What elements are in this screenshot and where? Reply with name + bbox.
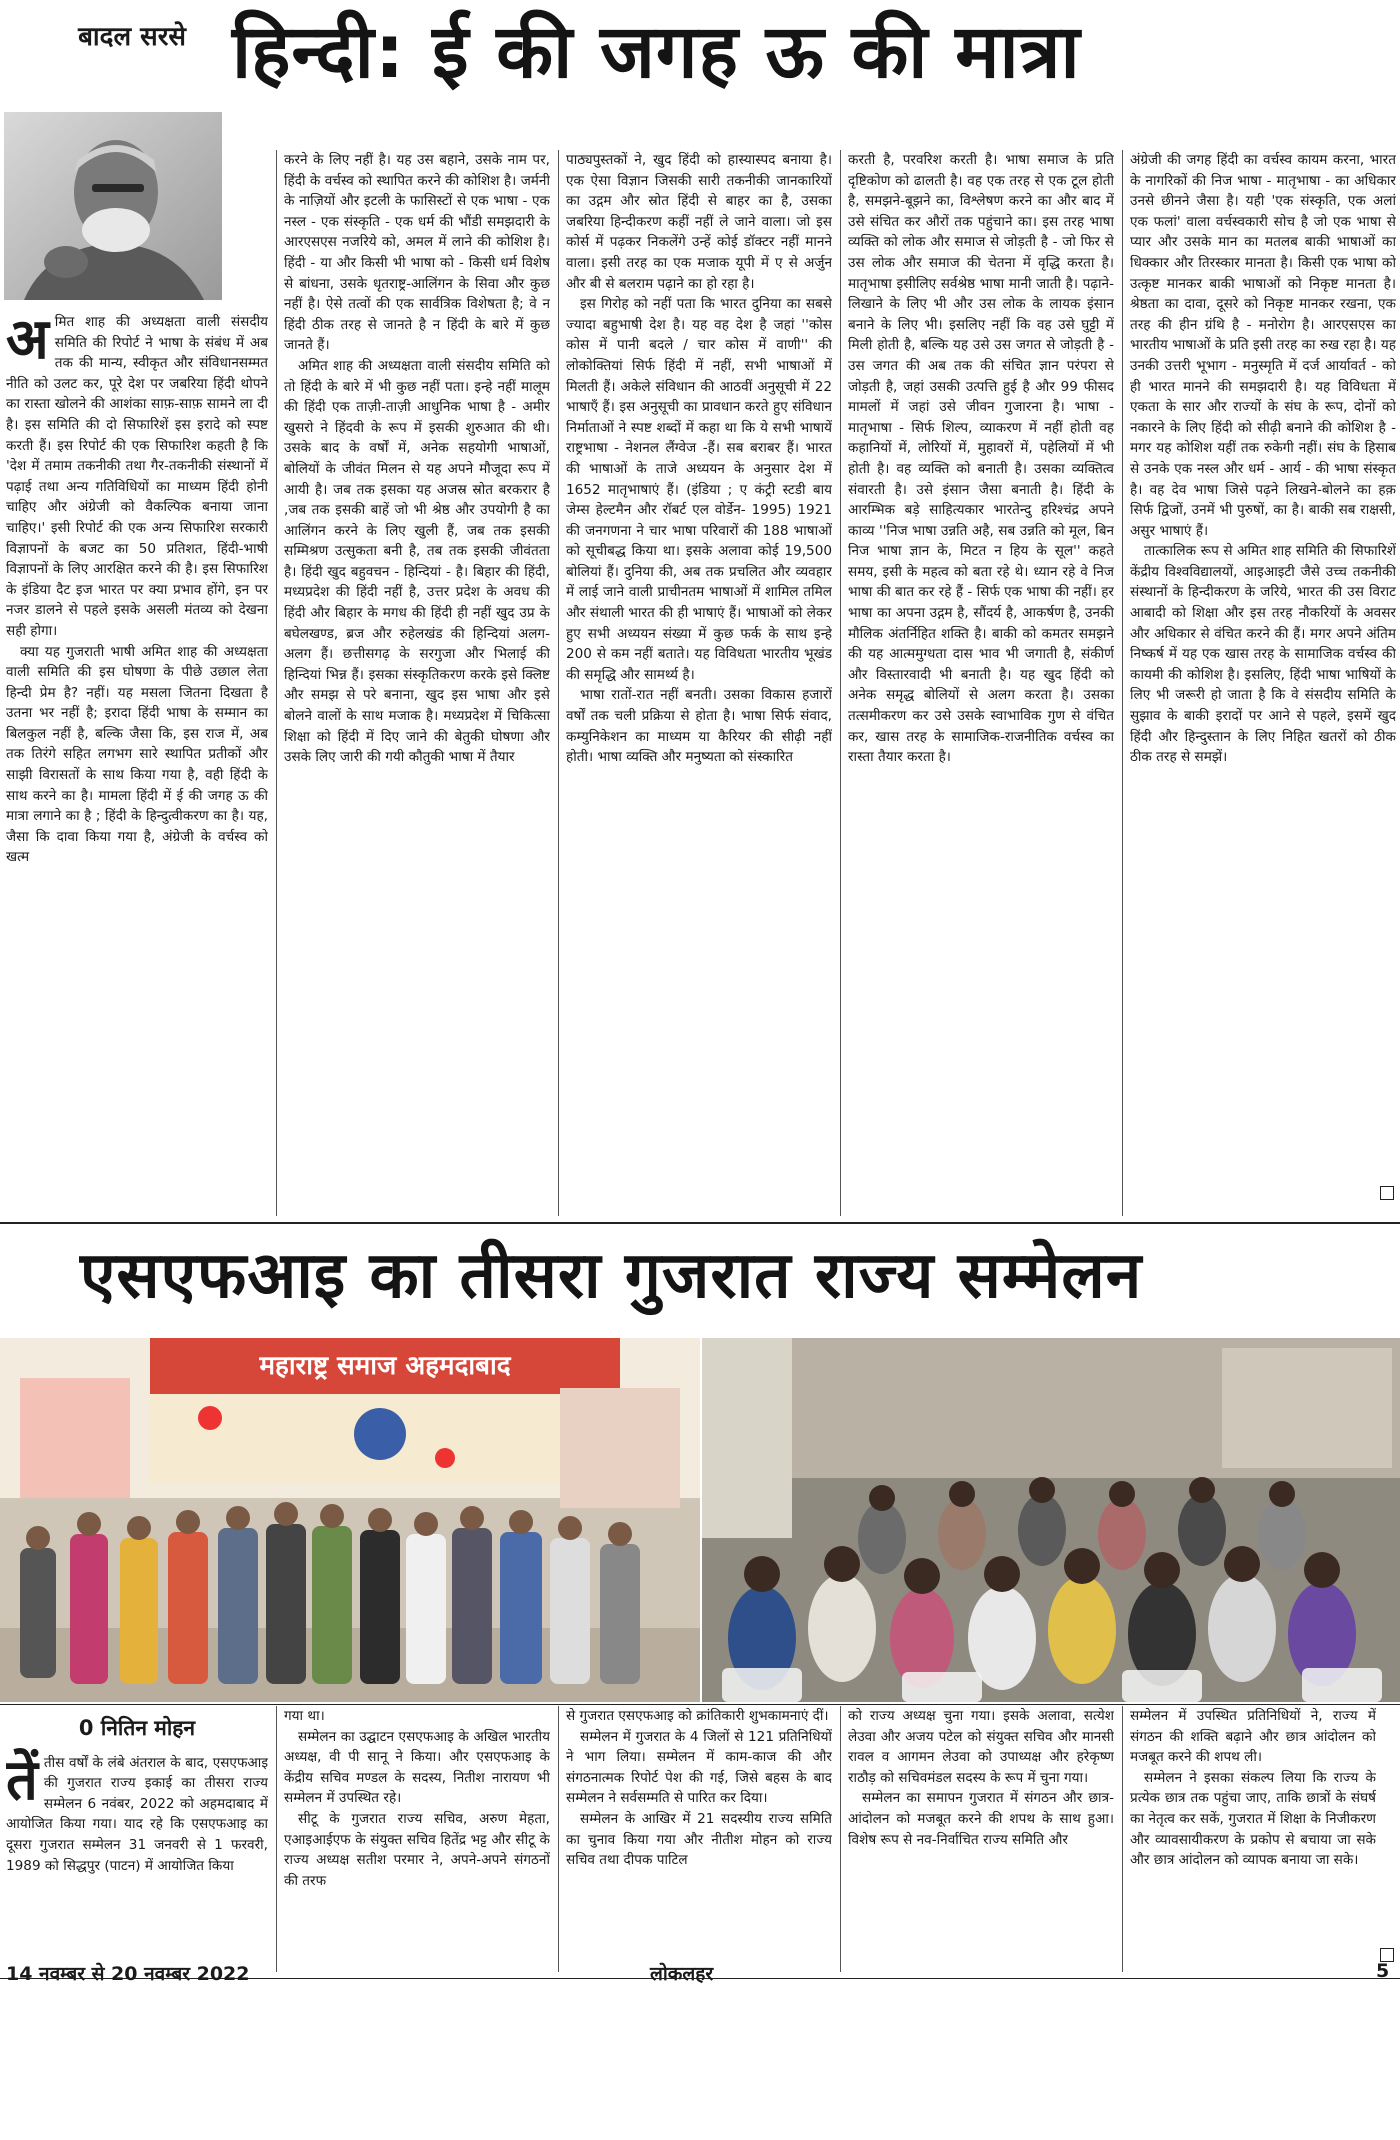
article1-headline: हिन्दी: ई की जगह ऊ की मात्रा (232, 9, 1081, 95)
paragraph: करने के लिए नहीं है। यह उस बहाने, उसके नाम पर, हिंदी के वर्चस्व को स्थापित करने की कोशिश है। जर्मनी के नाज़ियों और इटली के फासिस्टों से एक भाषा - एक नस्ल - एक संस्कृति - एक धर्म की भौंडी समझदारी के आरएसएस नजरिये को, अमल में लाने की कोशिश है। हिंदी - या और किसी भी भाषा को - किसी धर्म विशेष से बांधना, उसके धृतराष्ट्र-आलिंगन के सिवा और कुछ नहीं है। ऐसे तत्वों की एक सार्वत्रिक विशेषता है; वे न हिंदी ठीक तरह से जानते है न हिंदी के बारे में कुछ जानते हैं। (284, 152, 550, 354)
paragraph: अमित शाह की अध्यक्षता वाली संसदीय समिति को तो हिंदी के बारे में भी कुछ नहीं पता। इन्हे नहीं मालूम की हिंदी एक ताज़ी-ताज़ी आधुनिक भाषा है - अमीर खुसरो ने हिंदवी के रूप में इसकी शुरुआत की थी। उसके बाद के वर्षों में, अनेक सहयोगी भाषाओं, बोलियों के जीवंत मिलन से यह अपने मौजूदा रूप में आयी है। जब तक इसका यह अजस्र स्रोत बरकरार है ,जब तक इसकी बाहें जो भी श्रेष्ठ और उपयोगी है का आलिंगन करने के लिए खुली हैं, जब तक इसकी सम्मिश्रण उत्सुकता बनी है, तब तक इसकी जीवंतता है। हिंदी खुद बहुवचन - हिन्दियां - है। बिहार की हिंदी, मध्यप्रदेश की हिंदी नहीं है, उत्तर प्रदेश के अवध की हिंदी और बिहार के मगध की हिंदी ही नहीं खुद उप्र के बघेलखण्ड, ब्रज और रुहेलखंड की हिन्दियां अलग-अलग हैं। छत्तीसगढ़ के सरगुजा और भिलाई की हिन्दियां भिन्न हैं। इसका संस्कृतिकरण करके इसे क्लिष्ट और समझ से परे बनाना, खुद इस भाषा और इसे बोलने वालों के साथ मजाक है। मध्यप्रदेश में चिकित्सा शिक्षा को हिंदी में दिए जाने की बेतुकी घोषणा और उसके लिए जारी की गयी कौतुकी भाषा में तैयार (284, 357, 550, 766)
article1-column-1 (6, 312, 268, 1216)
page-number: 5 (1376, 1960, 1390, 1982)
paragraph: सम्मेलन के आखिर में 21 सदस्यीय राज्य समिति का चुनाव किया गया और नीतीश मोहन को राज्य सचिव तथा दीपक पाटिल (566, 1810, 832, 1869)
paragraph: गया था। (284, 1708, 325, 1724)
paragraph: से गुजरात एसएफआइ को क्रांतिकारी शुभकामनाएं दीं। (566, 1708, 829, 1724)
paragraph: तात्कालिक रूप से अमित शाह समिति की सिफारिशें केंद्रीय विश्वविद्यालयों, आइआइटी जैसे उच्च तकनीकी संस्थानों के हिन्दीकरण के जरिये, भारत की उस विराट आबादी को शिक्षा और इस तरह नौकरियों के अवसर और अधिकार से वंचित करने की हैं। मगर अपने अंतिम निष्कर्ष में यह एक खास तरह के सामाजिक वर्चस्व की कायमी की कोशिश है। इसलिए, हिंदी भाषा भाषियों के लिए भी जरूरी हो जाता है कि वे संसदीय समिति के सुझाव के बाकी इरादों पर आने से पहले, इसमें खुद हिंदी और हिन्दुस्तान के लिए निहित खतरों को ठीक ठीक तरह से समझें। (1130, 543, 1396, 766)
article2-column-1 (6, 1712, 268, 1972)
author-byline: बादल सरसे (78, 22, 186, 52)
article2-column-4 (848, 1706, 1114, 1972)
paragraph: मित शाह की अध्यक्षता वाली संसदीय समिति की रिपोर्ट ने भाषा के संबंध में अब तक की मान्य, स्वीकृत और संविधानसम्मत नीति को उलट कर, पूरे देश पर जबरिया हिंदी थोपने का रास्ता खोलने की आशंका साफ़-साफ़ सामने ला दी है। इस समिति की दो सिफारिशें इस इरादे को स्पष्ट करती हैं। इस रिपोर्ट की एक सिफारिश कहती है कि 'देश में तमाम तकनीकी तथा गैर-तकनीकी संस्थानों में पढ़ाई तथा अन्य गतिविधियों का माध्यम हिंदी होनी चाहिए और अंग्रेजी को वैकल्पिक बनाया जाना चाहिए।' इसी रिपोर्ट की एक अन्य सिफारिश सरकारी विज्ञापनों के बजट का 50 प्रतिशत, हिंदी-भाषी विज्ञापनों के लिए आरक्षित करने की है। इस सिफारिश के इंडिया दैट इज भारत पर क्या प्रभाव होंगे, इन पर नजर डालने से पहले इसके असली मंतव्य को देखना सही होगा। (6, 314, 268, 639)
paragraph: तीस वर्षों के लंबे अंतराल के बाद, एसएफआइ की गुजरात राज्य इकाई का तीसरा राज्य सम्मेलन 6 नवंबर, 2022 को अहमदाबाद में आयोजित किया गया। याद रहे कि एसएफआइ का दूसरा गुजरात सम्मेलन 31 जनवरी से 1 फरवरी, 1989 को सिद्धपुर (पाटन) में आयोजित किया (6, 1754, 268, 1874)
paragraph: करती है, परवरिश करती है। भाषा समाज के प्रति दृष्टिकोण को ढालती है। वह एक तरह से एक टूल होती है, समझने-बूझने का, विश्लेषण करने का और बाद में उसे संचित कर औरों तक पहुंचाने का। इस तरह भाषा व्यक्ति को लोक और समाज से जोड़ती है - जो फिर से उस लोक और समाज की चेतना में वृद्धि करता है। मातृभाषा इसीलिए सर्वश्रेष्ठ भाषा मानी जाती है। पढ़ाने-लिखाने के लिए भी और उस लोक के लायक इंसान बनाने के लिए भी। इसलिए नहीं कि वह उसे घुट्टी में मिली होती है, बल्कि यह उसे उस जगत से जोड़ती है - उस जगत की अब तक की संचित ज्ञान परंपरा से जोड़ती है, जहां उसकी उत्पत्ति हुई है और 99 फीसद मामलों में जहां उसे जीवन गुजारना है। भाषा - मातृभाषा - सिर्फ शिल्प, व्याकरण में नहीं होती वह कहानियों में, लोरियों में, मुहावरों में, पहेलियों में भी होती है। वह व्यक्ति को बनाती है। उसका व्यक्तित्व संवारती है। उसे इंसान जैसा बनाती है। हिंदी के आरम्भिक बड़े साहित्यकार भारतेन्दु हरिश्चंद्र अपने काव्य ''निज भाषा उन्नति अहै, सब उन्नति को मूल, बिन निज भाषा ज्ञान के, मिटत न हिय के सूल'' कहते समय, इसी के महत्व को बता रहे थे। ध्यान रहे वे निज भाषा की बात कर रहे हैं - सिर्फ एक भाषा की नहीं। हर भाषा का अपना उद्गम है, सौंदर्य है, आकर्षण है, उनकी मौलिक अंतर्निहित शक्ति है। बाकी को कमतर समझने की यह आत्ममुग्धता दास भाव भी जगाती है, संकीर्ण और विस्तारवादी भी बनाती है। यह खुद हिंदी को अनेक समृद्ध बोलियों से अलग करता है। उसका तत्समीकरण कर उसे उसके स्वाभाविक गुण से वंचित कर, खास तरह के सामाजिक-राजनीतिक वर्चस्व का रास्ता तैयार करता है। (848, 152, 1114, 766)
article1-column-2 (284, 150, 550, 1216)
article1-column-5 (1130, 150, 1396, 1198)
drop-cap: अ (6, 312, 49, 372)
event-photo-group (0, 1338, 700, 1702)
article2-author: 0 नितिन मोहन (78, 1716, 196, 1740)
author-photo (4, 112, 222, 300)
article1-column-3 (566, 150, 832, 1216)
article2-column-2 (284, 1706, 550, 1972)
article2-column-3 (566, 1706, 832, 1972)
stage-banner-text: महाराष्ट्र समाज अहमदाबाद (259, 1351, 511, 1381)
paragraph: सम्मेलन में गुजरात के 4 जिलों से 121 प्रतिनिधियों ने भाग लिया। सम्मेलन में काम-काज की और संगठनात्मक रिपोर्ट पेश की गई, जिसे बहस के बाद सम्मेलन ने सर्वसम्मति से पारित कर दिया। (566, 1728, 832, 1807)
article1-column-4 (848, 150, 1114, 1216)
paragraph: सम्मेलन में उपस्थित प्रतिनिधियों ने, राज्य में संगठन की शक्ति बढ़ाने और छात्र आंदोलन को मजबूत करने की शपथ ली। (1130, 1708, 1376, 1766)
publication-name: लोकलहर (650, 1963, 714, 1985)
paragraph: सम्मेलन ने इसका संकल्प लिया कि राज्य के प्रत्येक छात्र तक पहुंचा जाए, ताकि छात्रों के संघर्ष का नेतृत्व कर सकें, गुजरात में शिक्षा के निजीकरण और व्यावसायीकरण के प्रकोप से बचाया जा सके और छात्र आंदोलन को व्यापक बनाया जा सके। (1130, 1769, 1376, 1869)
paragraph: सीटू के गुजरात राज्य सचिव, अरुण मेहता, एआइआईएफ के संयुक्त सचिव हितेंद्र भट्ट और सीटू के राज्य अध्यक्ष सतीश परमार ने, अपने-अपने संगठनों की तरफ (284, 1810, 550, 1889)
paragraph: पाठ्यपुस्तकों ने, खुद हिंदी को हास्यास्पद बनाया है। एक ऐसा विज्ञान जिसकी सारी तकनीकी जानकारियों का उद्गम और स्रोत हिंदी से बाहर का है, उसका जबरिया हिन्दीकरण कहीं नहीं ले जाने वाला। जो इस कोर्स में पढ़कर निकलेंगे उन्हें कोई डॉक्टर नहीं मानने वाला। इसी तरह का एक मजाक यूपी में ए से अर्जुन और बी से बलराम पढ़ाने का हो रहा है। (566, 152, 832, 292)
paragraph: अंग्रेजी की जगह हिंदी का वर्चस्व कायम करना, भारत के नागरिकों की निज भाषा - मातृभाषा - का अधिकार उनसे छीनने जैसा है। यही 'एक संस्कृति, एक अलां एक फलां' वाला वर्चस्वकारी सोच है जो एक भाषा से प्यार और उसके मान का मतलब बाकी भाषाओं का धिक्कार और तिरस्कार मानता है। किसी एक भाषा को उत्कृष्ट मानकर बाकी भाषाओं को निकृष्ट मानता है। श्रेष्ठता का दावा, दूसरे को निकृष्ट मानकर रखना, एक तरह की हीन ग्रंथि है - मनोरोग है। आरएसएस का भारतीय भाषाओं के प्रति इसी तरह का रुख रहा है। यह उनकी उत्तरी भूभाग - मनुस्मृति में दर्ज आर्यावर्त - को ही भारत मानने की समझदारी है। यह विविधता में एकता के सार और राज्यों के संघ के रूप, दोनों को नकारने के लिए हिंदी को सीढ़ी बनाने की कोशिश है - मगर यह कोशिश यहीं तक रुकेगी नहीं। संघ के हिसाब से उनके एक नस्ल और धर्म - आर्य - की भाषा संस्कृत है। वह देव भाषा जिसे पढ़ने लिखने-बोलने का हक़ सिर्फ द्विजों, उनमें भी पुरुषों, का है। बाकी सब राक्षसी, असुर भाषाएं हैं। (1130, 152, 1396, 539)
event-photo-audience (702, 1338, 1400, 1702)
paragraph: इस गिरोह को नहीं पता कि भारत दुनिया का सबसे ज्यादा बहुभाषी देश है। यह वह देश है जहां ''कोस कोस में पानी बदले / चार कोस में वाणी'' की लोकोक्तियां सिर्फ हिंदी में नहीं, सभी भाषाओं में मिलती हैं। अकेले संविधान की आठवीं अनुसूची में 22 भाषाएँ हैं। इस अनुसूची का प्रावधान करते हुए संविधान निर्माताओं ने स्पष्ट शब्दों में कहा था कि ये सभी भाषायें राष्ट्रभाषा - नेशनल लैंग्वेज -हैं। सब बराबर हैं। भारत की भाषाओं के ताजे अध्ययन के अनुसार देश में 1652 मातृभाषाएं हैं। (इंडिया ; ए कंट्री स्टडी बाय जेम्स हेल्टमैन और रॉबर्ट एल वोर्डेन- 1995) 1921 की जनगणना ने चार भाषा परिवारों की 188 भाषाओं को सूचीबद्ध किया था। इसके अलावा कोई 19,500 बोलियां हैं। दुनिया की, अब तक प्रचलित और व्यवहार में लाई जाने वाली प्राचीनतम भाषाओं में शामिल तमिल और संथाली भारत की ही भाषाएं हैं। भाषाओं को लेकर हुए सभी अध्ययन संख्या में कुछ फर्क के साथ इन्हे 200 से कम नहीं बताते। यह विविधता भारतीय भूखंड की समृद्धि और सामर्थ्य है। (566, 296, 832, 683)
paragraph: को राज्य अध्यक्ष चुना गया। इसके अलावा, सत्येश लेउवा और अजय पटेल को संयुक्त सचिव और मानसी रावल व आगमन लेउवा को उपाध्यक्ष और हरेकृष्ण राठौड़ को सचिवमंडल सदस्य के रूप में चुना गया। (848, 1708, 1114, 1786)
issue-date: 14 नवम्बर से 20 नवम्बर 2022 (6, 1963, 250, 1985)
drop-cap: तें (6, 1746, 38, 1813)
paragraph: सम्मेलन का उद्घाटन एसएफआइ के अखिल भारतीय अध्यक्ष, वी पी सानू ने किया। और एसएफआइ के केंद्रीय सचिव मण्डल के सदस्य, नितीश नारायण भी सम्मेलन में उपस्थित रहे। (284, 1728, 550, 1807)
end-mark (1380, 1186, 1394, 1200)
article2-column-5 (1130, 1706, 1376, 1972)
paragraph: क्या यह गुजराती भाषी अमित शाह की अध्यक्षता वाली समिति की इस घोषणा के पीछे उछाल लेता हिन्दी प्रेम है? नहीं। यह मसला जितना दिखता है उतना भर नहीं है; इरादा हिंदी भाषा के सम्मान का बिलकुल नहीं है, बल्कि जैसा कि, इस राज में, अब तक तिरंगे सहित लगभग सारे स्थापित प्रतीकों और साझी विरासतों के साथ किया गया है, वही हिंदी के साथ करने का है। मामला हिंदी में ई की जगह ऊ की मात्रा लगाने का है ; हिंदी के हिन्दुत्वीकरण का है। यह, जैसा कि दावा किया गया है, अंग्रेजी के वर्चस्व को खत्म (6, 643, 268, 866)
paragraph: भाषा रातों-रात नहीं बनती। उसका विकास हजारों वर्षों तक चली प्रक्रिया से होता है। भाषा सिर्फ संवाद, कम्युनिकेशन का माध्यम या कैरियर की सीढ़ी नहीं होती। भाषा व्यक्ति और मनुष्यता को संस्कारित (566, 687, 832, 766)
article2-headline: एसएफआइ का तीसरा गुजरात राज्य सम्मेलन (80, 1239, 1143, 1313)
paragraph: सम्मेलन का समापन गुजरात में संगठन और छात्र-आंदोलन को मजबूत करने की शपथ के साथ हुआ। विशेष रूप से नव-निर्वाचित राज्य समिति और (848, 1790, 1114, 1848)
